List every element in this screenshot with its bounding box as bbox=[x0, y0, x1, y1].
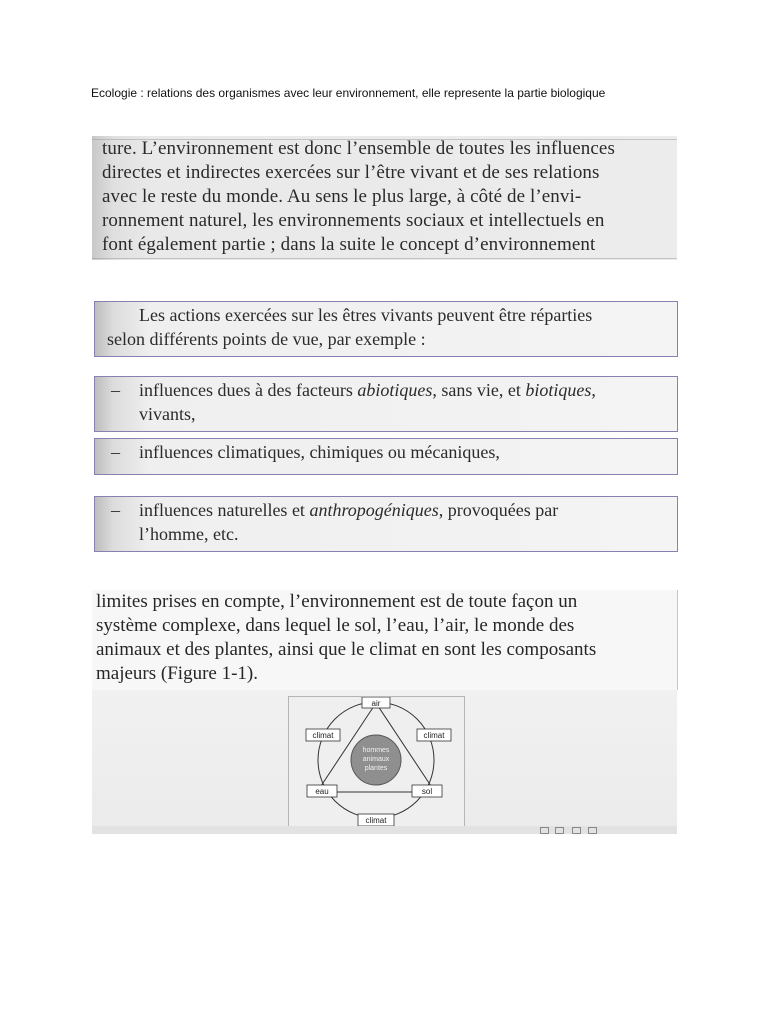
node-label-climat: climat bbox=[423, 731, 445, 740]
box-line: influences naturelles et anthropogéniques, provoquées par bbox=[139, 500, 559, 520]
center-label: plantes bbox=[364, 765, 388, 772]
scan-box-abiotic-biotic bbox=[94, 376, 678, 432]
center-label: hommes bbox=[362, 747, 390, 754]
scan-box-climatic bbox=[94, 438, 678, 475]
box-line: l’homme, etc. bbox=[139, 524, 239, 544]
list-dash: – bbox=[111, 380, 120, 400]
node-label-sol: sol bbox=[421, 787, 433, 796]
box-line: selon différents points de vue, par exemple : bbox=[107, 329, 426, 349]
scan-excerpt-environment bbox=[92, 136, 677, 260]
scan-line: animaux et des plantes, ainsi que le climat en sont les composants bbox=[96, 639, 597, 660]
scan-status-bar bbox=[92, 826, 677, 834]
scan-line: limites prises en compte, l’environnement est de toute façon un bbox=[96, 591, 578, 612]
box-line: vivants, bbox=[139, 404, 196, 424]
scan-line: ture. L’environnement est donc l’ensemble de toutes les influences bbox=[102, 138, 615, 159]
scan-line: système complexe, dans lequel le sol, l’eau, l’air, le monde des bbox=[96, 615, 575, 636]
center-label: animaux bbox=[362, 756, 390, 763]
node-label-air: air bbox=[371, 699, 381, 708]
box-line: Les actions exercées sur les êtres vivants peuvent être réparties bbox=[139, 305, 593, 325]
box-line: influences climatiques, chimiques ou mécaniques, bbox=[139, 442, 500, 462]
scan-line: directes et indirectes exercées sur l’être vivant et de ses relations bbox=[102, 162, 600, 183]
list-dash: – bbox=[111, 442, 120, 462]
scan-line: font également partie ; dans la suite le concept d’environnement bbox=[102, 234, 596, 255]
scan-line: ronnement naturel, les environnements sociaux et intellectuels en bbox=[102, 210, 605, 231]
view-icon bbox=[572, 827, 581, 834]
scan-excerpt-system bbox=[92, 590, 678, 690]
view-icon bbox=[540, 827, 549, 834]
box-line: influences dues à des facteurs abiotiques, sans vie, et biotiques, bbox=[139, 380, 596, 400]
scan-line: majeurs (Figure 1-1). bbox=[96, 663, 258, 684]
list-dash: – bbox=[111, 500, 120, 520]
figure-environment-diagram bbox=[288, 696, 465, 828]
scan-box-anthropogenic bbox=[94, 496, 678, 552]
scan-line: avec le reste du monde. Au sens le plus large, à côté de l’envi- bbox=[102, 186, 582, 207]
view-icon bbox=[588, 827, 597, 834]
node-label-climat: climat bbox=[312, 731, 334, 740]
page-heading: Ecologie : relations des organismes avec leur environnement, elle represente la partie biologique bbox=[91, 86, 606, 100]
environment-cycle-diagram bbox=[289, 697, 464, 827]
node-label-climat: climat bbox=[365, 816, 387, 825]
view-icon bbox=[555, 827, 564, 834]
node-label-eau: eau bbox=[315, 787, 329, 796]
scan-box-actions-intro bbox=[94, 301, 678, 357]
